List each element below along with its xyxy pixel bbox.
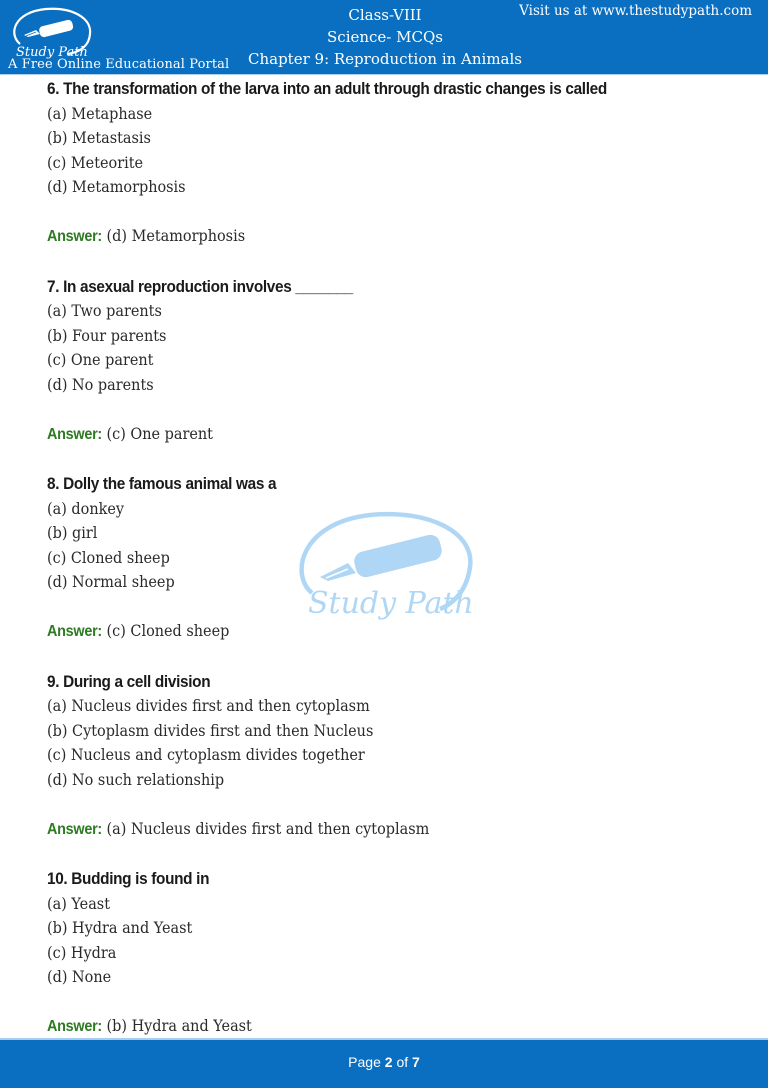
logo-text: Study Path [16,45,88,60]
option-a: (a) Two parents [47,302,162,320]
mcq-content [47,77,737,1065]
page-header [0,0,768,75]
option-b: (b) girl [47,524,98,542]
option-c: (c) Hydra [47,943,117,962]
website-link[interactable]: Visit us at www.thestudypath.com [519,3,752,19]
page-footer [0,1038,768,1088]
option-c: (c) Meteorite [47,153,144,172]
tagline: A Free Online Educational Portal [8,57,230,72]
option-b: (b) Cytoplasm divides first and then Nucleus [47,721,374,740]
answer-label: Answer: [47,228,102,245]
fountain-pen-icon [24,19,74,38]
question-title: 7. In asexual reproduction involves _______ [47,277,353,296]
option-b: (b) Metastasis [47,129,151,147]
answer-value: (a) Nucleus divides first and then cytoplasm [106,819,430,838]
question-9 [47,670,737,843]
option-c: (c) Nucleus and cytoplasm divides together [47,746,365,764]
watermark-text: Study Path [308,586,474,621]
total-pages: 7 [412,1054,420,1070]
option-a: (a) donkey [47,499,125,518]
option-a: (a) Yeast [47,894,111,913]
answer-value: (c) Cloned sheep [106,622,230,640]
option-b: (b) Hydra and Yeast [47,919,193,937]
option-d: (d) Metamorphosis [47,178,186,196]
answer-label: Answer: [47,425,102,443]
question-8 [47,472,737,645]
answer-label: Answer: [47,820,102,838]
option-d: (d) No parents [47,375,154,394]
chapter-label: Chapter 9: Reproduction in Animals [248,50,522,68]
question-10 [47,867,737,1040]
question-7 [47,275,737,448]
page-prefix: Page [348,1054,381,1070]
option-d: (d) Normal sheep [47,573,175,591]
answer-value: (c) One parent [106,424,213,443]
answer-label: Answer: [47,1018,102,1035]
answer-label: Answer: [47,623,102,640]
header-titles [230,4,540,70]
answer [47,619,689,645]
subject-label: Science- MCQs [327,28,443,46]
option-c: (c) One parent [47,351,154,369]
study-path-logo [6,4,96,60]
answer [47,817,689,843]
option-c: (c) Cloned sheep [47,548,170,567]
answer-value: (d) Metamorphosis [106,227,246,245]
option-d: (d) None [47,968,112,986]
answer [47,1014,689,1040]
option-a: (a) Nucleus divides first and then cytoplasm [47,697,370,715]
question-title: 9. During a cell division [47,672,211,691]
of-label: of [396,1054,409,1070]
question-title: 8. Dolly the famous animal was a [47,475,277,493]
option-b: (b) Four parents [47,326,167,345]
question-title: 6. The transformation of the larva into an adult through drastic changes is called [47,80,607,98]
answer [47,224,689,250]
class-label: Class-VIII [348,6,422,24]
answer [47,422,689,448]
answer-value: (b) Hydra and Yeast [106,1017,252,1035]
current-page: 2 [384,1054,393,1070]
question-6 [47,77,737,250]
option-a: (a) Metaphase [47,104,153,123]
option-d: (d) No such relationship [47,770,225,789]
question-title: 10. Budding is found in [47,870,210,888]
